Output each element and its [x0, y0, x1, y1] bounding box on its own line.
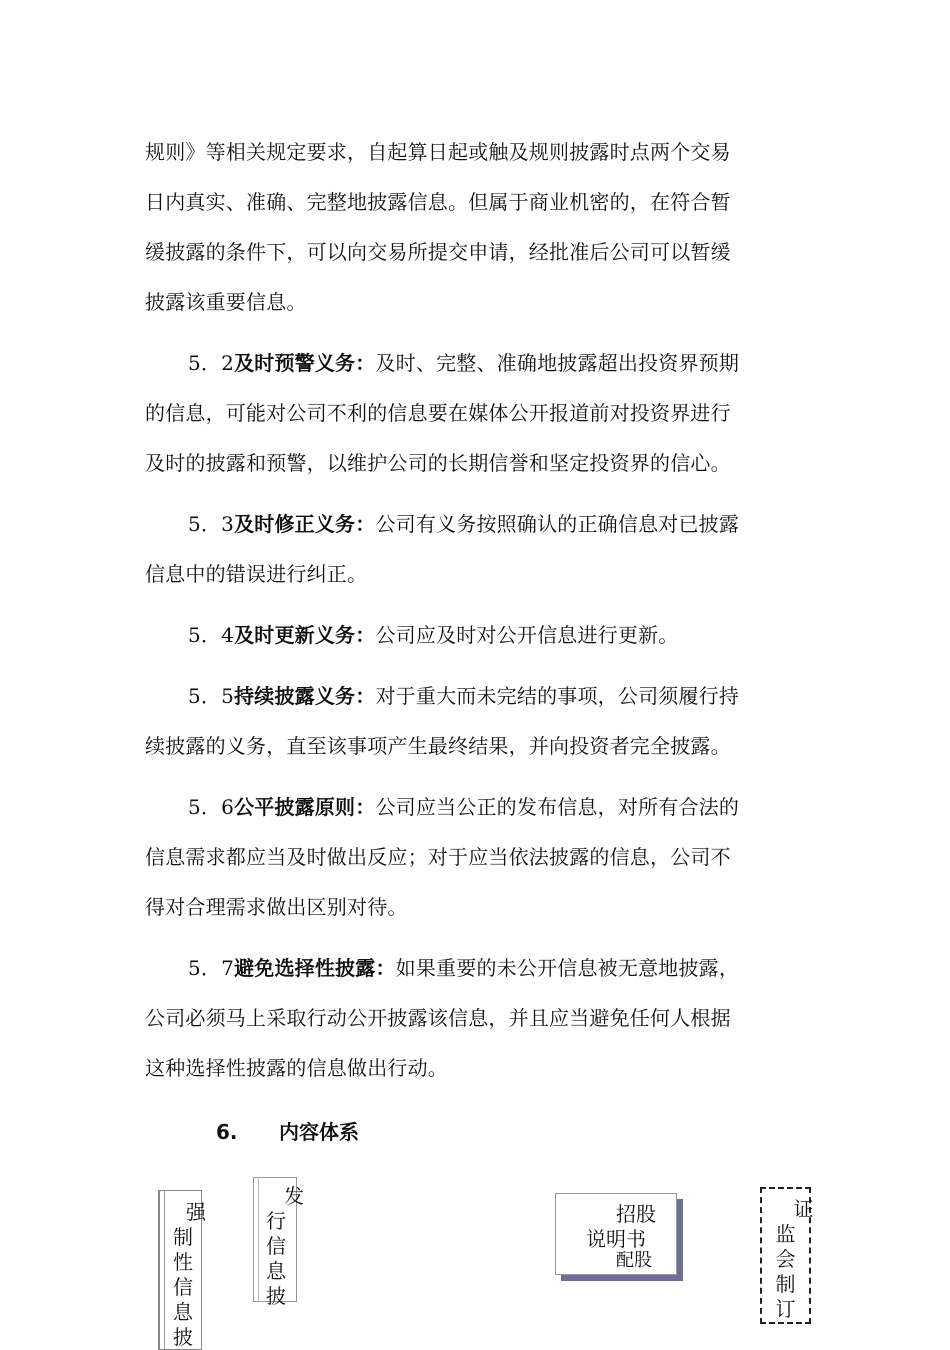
paragraph-5-5 [145, 671, 810, 771]
paragraph-5-2 [145, 338, 810, 488]
line: 及时、完整、准确地披露超出投资界预期 [375, 351, 740, 375]
line: 规则》等相关规定要求，自起算日起或触及规则披露时点两个交易 [145, 140, 731, 164]
body-text [145, 127, 810, 1093]
diagram-box-csrc [760, 1187, 814, 1324]
line: 的信息，可能对公司不利的信息要在媒体公开报道前对投资界进行 [145, 401, 731, 425]
section-number: 6. [216, 1120, 238, 1144]
diagram-box-mandatory-disclosure [158, 1190, 206, 1350]
clause-number: 5．3 [188, 512, 235, 536]
clause-term: 公平披露原则： [234, 795, 376, 819]
box-line: 说明书 [586, 1227, 646, 1251]
paragraph-5-4 [145, 610, 810, 660]
box-line: 配股 [616, 1250, 652, 1271]
label-char: 强 [186, 1200, 206, 1224]
clause-number: 5．6 [188, 795, 235, 819]
clause-term: 及时预警义务： [234, 351, 376, 375]
label-char: 披 [173, 1325, 193, 1349]
label-char: 息 [266, 1259, 286, 1283]
paragraph-5-7 [145, 943, 810, 1093]
label-char: 监 [775, 1222, 796, 1246]
clause-term: 持续披露义务： [234, 684, 376, 708]
label-char: 制 [173, 1225, 193, 1249]
clause-number: 5．7 [188, 956, 235, 980]
line: 缓披露的条件下，可以向交易所提交申请，经批准后公司可以暂缓 [145, 240, 731, 264]
clause-number: 5．2 [188, 351, 235, 375]
clause-number: 5．5 [188, 684, 235, 708]
line: 披露该重要信息。 [145, 290, 307, 314]
label-char: 信 [266, 1234, 286, 1258]
line: 公司应当公正的发布信息，对所有合法的 [375, 795, 740, 819]
line: 对于重大而未完结的事项，公司须履行持 [375, 684, 740, 708]
label-char: 披 [266, 1284, 286, 1308]
label-char: 行 [266, 1209, 286, 1233]
section-heading [216, 1117, 359, 1147]
clause-term: 及时修正义务： [234, 512, 376, 536]
section-title: 内容体系 [279, 1120, 359, 1144]
line: 续披露的义务，直至该事项产生最终结果，并向投资者完全披露。 [145, 734, 731, 758]
label-char: 制 [775, 1272, 796, 1296]
line: 信息中的错误进行纠正。 [145, 562, 368, 586]
line: 公司必须马上采取行动公开披露该信息，并且应当避免任何人根据 [145, 1006, 731, 1030]
diagram-box-prospectus [555, 1193, 677, 1275]
label-char: 证 [793, 1197, 814, 1221]
line: 如果重要的未公开信息被无意地披露， [395, 956, 740, 980]
label-char: 会 [775, 1247, 796, 1271]
box-line: 招股 [616, 1202, 656, 1226]
label-char: 性 [173, 1250, 193, 1274]
paragraph-1 [145, 127, 810, 327]
vertical-label [162, 1200, 204, 1350]
label-char: 发 [284, 1184, 304, 1208]
label-char: 信 [173, 1275, 193, 1299]
label-char: 息 [173, 1300, 193, 1324]
clause-term: 及时更新义务： [234, 623, 376, 647]
clause-number: 5．4 [188, 623, 235, 647]
paragraph-5-3 [145, 499, 810, 599]
line: 日内真实、准确、完整地披露信息。但属于商业机密的，在符合暂 [145, 190, 731, 214]
diagram-box-issuance-disclosure [253, 1177, 304, 1308]
line: 这种选择性披露的信息做出行动。 [145, 1056, 448, 1080]
line: 得对合理需求做出区别对待。 [145, 895, 408, 919]
label-char: 订 [775, 1297, 796, 1321]
paragraph-5-6 [145, 782, 810, 932]
vertical-label [255, 1184, 304, 1309]
line: 信息需求都应当及时做出反应；对于应当依法披露的信息，公司不 [145, 845, 731, 869]
clause-term: 避免选择性披露： [234, 956, 396, 980]
line: 及时的披露和预警，以维护公司的长期信誉和坚定投资界的信心。 [145, 451, 731, 475]
line: 公司应及时对公开信息进行更新。 [375, 623, 679, 647]
line: 公司有义务按照确认的正确信息对已披露 [375, 512, 740, 536]
vertical-label [762, 1197, 814, 1322]
